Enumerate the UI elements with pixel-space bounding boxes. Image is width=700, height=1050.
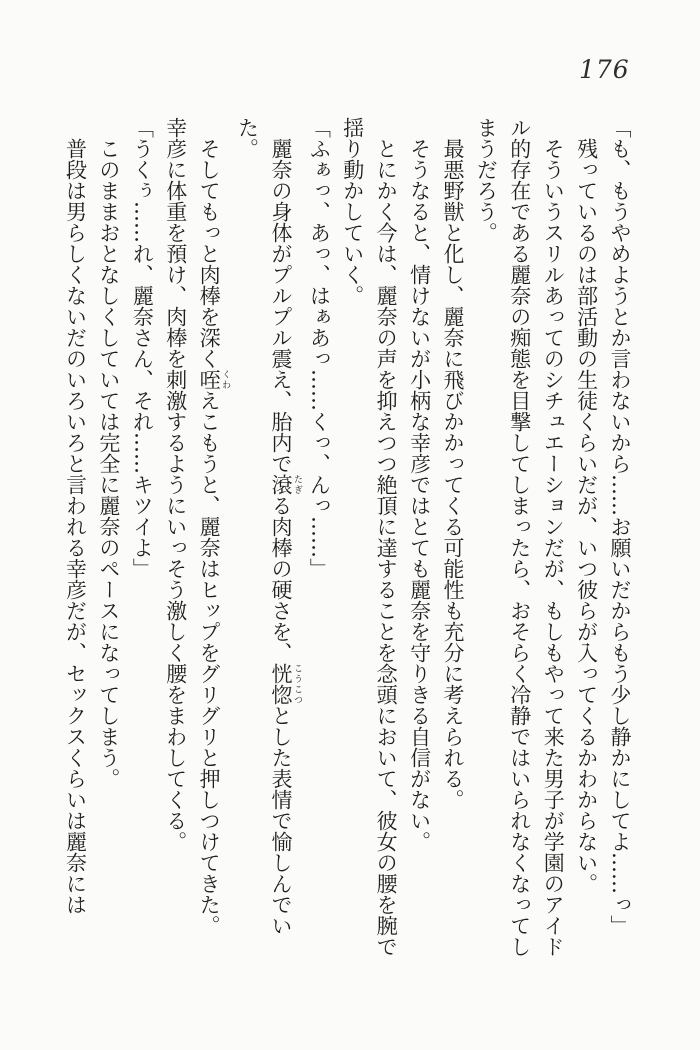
vertical-text-block [54,117,636,959]
paragraph: 「も、もうやめようとか言わないから……お願いだからもう少し静かにしてよ……っ」 [608,117,632,936]
paragraph: そうなると、情けないが小柄な幸彦ではとても麗奈を守りきる自信がない。 [407,138,432,852]
paragraph: そういうスリルあってのシチュエーションだが、もしもやって来た男子が学園のアイドル的存在である麗奈の痴態を目撃してしまったら、おそらく冷静ではいられなくなってしまうだろう。 [474,117,566,957]
paragraph: 普段は男らしくないだのいろいろと言われる幸彦だが、セックスくらいは麗奈には [63,138,88,915]
page-number: 176 [579,55,630,84]
paragraph: 幸彦に体重を預け、肉棒を刺激するようにいっそう激しく腰をまわしてくる。 [163,117,188,852]
paragraph: 麗奈の身体がプルプル震え、胎内で滾 たぎる肉棒の硬さを、恍惚 こうこつとした表情で愉しんでいた。 [235,117,302,936]
furigana-ruby: 咥 くわ [197,369,231,390]
paragraph: 残っているのは部活動の生徒くらいだが、いつ彼らが入ってくるかわからない。 [574,138,599,894]
paragraph: このままおとなしくしていては完全に麗奈のペースになってしまう。 [96,138,121,789]
paragraph: とにかく今は、麗奈の声を抑えつつ絶頂に達することを念頭において、彼女の腰を腕で揺り動かしていく。 [340,117,399,957]
paragraph: そしてもっと肉棒を深く咥 くわえこもうと、麗奈はヒップをグリグリと押しつけてきた。 [197,138,231,936]
furigana-ruby: 滾 たぎ [268,474,302,495]
furigana-ruby: 恍惚 こうこつ [268,663,302,705]
paragraph: 「ふぁっ、あっ、はぁあっ……くっ、んっ……」 [307,117,332,579]
paragraph: 最悪野獣と化し、麗奈に飛びかかってくる可能性も充分に考えられる。 [440,138,465,810]
paragraph: 「うくぅ……れ、麗奈さん、それ……キツイよ」 [130,117,155,579]
